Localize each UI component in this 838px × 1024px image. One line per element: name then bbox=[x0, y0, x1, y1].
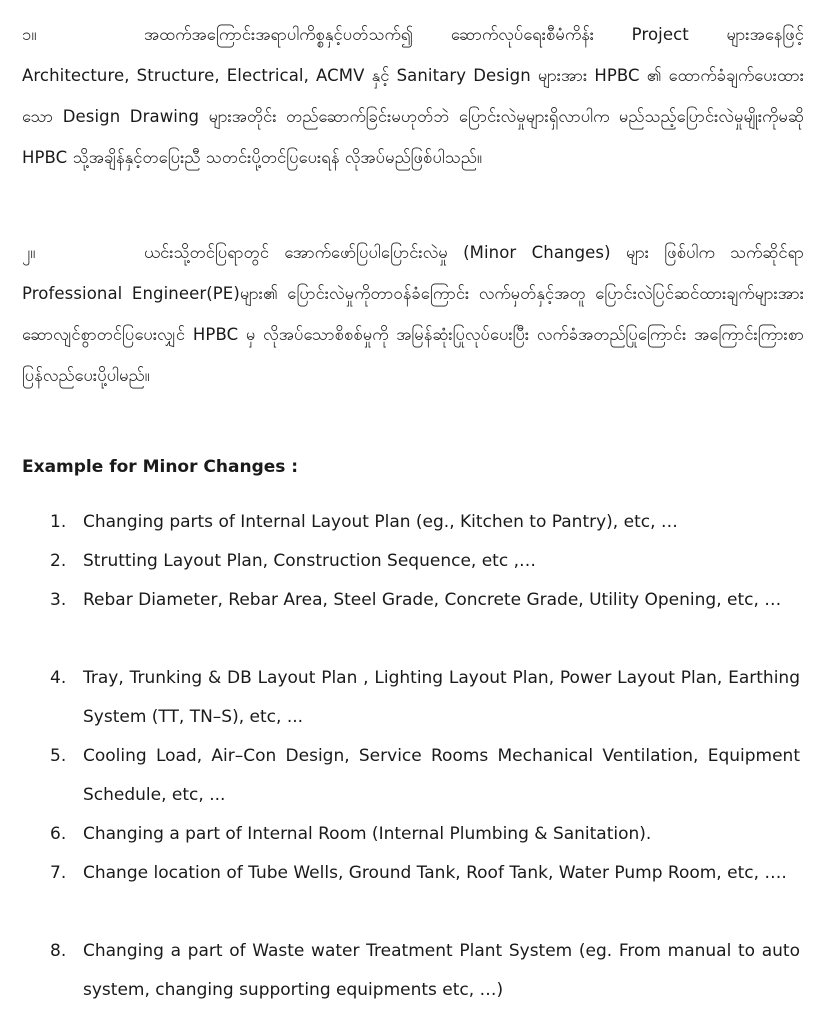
paragraph-number: ၂။ bbox=[22, 243, 36, 262]
list-item-text: Changing a part of Waste water Treatment Plant System (eg. From manual to auto system, changing supporting equipments etc, …) bbox=[83, 941, 800, 1000]
list-item-number: 2. bbox=[50, 551, 67, 571]
list-item bbox=[0, 815, 800, 854]
list-item-text: Strutting Layout Plan, Construction Sequence, etc ,… bbox=[83, 551, 536, 571]
list-item bbox=[0, 737, 800, 815]
paragraph-text: အထက်အကြောင်းအရာပါကိစ္စနှင့်ပတ်သက်၍ ဆောက်လုပ်ရေးစီမံကိန်း Project များအနေဖြင့် Architecture, Structure, Electrical, ACMV နှင့် Sanitary Design များအား HPBC ၏ ထောက်ခံချက်ပေးထားသော Design Drawing များအတိုင်း တည်ဆောက်ခြင်းမဟုတ်ဘဲ ပြောင်းလဲမှုများရှိလာပါက မည်သည့်ပြောင်းလဲမှုမျိုးကိုမဆို HPBC သို့အချိန်နှင့်တပြေးညီ သတင်းပို့တင်ပြပေးရန် လိုအပ်မည်ဖြစ်ပါသည်။ bbox=[22, 25, 804, 167]
section-heading: Example for Minor Changes : bbox=[22, 457, 299, 477]
list-item-number: 1. bbox=[50, 512, 67, 532]
list-item-number: 5. bbox=[50, 746, 67, 766]
list-item-number: 4. bbox=[50, 668, 67, 688]
list-item-number: 6. bbox=[50, 824, 67, 844]
list-item bbox=[0, 659, 800, 737]
paragraph-text: ယင်းသို့တင်ပြရာတွင် အောက်ဖော်ပြပါပြောင်းလဲမှု (Minor Changes) များ ဖြစ်ပါက သက်ဆိုင်ရာ Professional Engineer(PE)များ၏ ပြောင်းလဲမှုကိုတာဝန်ခံကြောင်း လက်မှတ်နှင့်အတူ ပြောင်းလဲပြင်ဆင်ထားချက်များအား ဆောလျင်စွာတင်ပြပေးလျှင် HPBC မှ လိုအပ်သောစိစစ်မှုကို အမြန်ဆုံးပြုလုပ်ပေးပြီး လက်ခံအတည်ပြုကြောင်း အကြောင်းကြားစာ ပြန်လည်ပေးပို့ပါမည်။ bbox=[22, 243, 804, 385]
list-item-text: Rebar Diameter, Rebar Area, Steel Grade, Concrete Grade, Utility Opening, etc, … bbox=[83, 590, 782, 610]
list-item-number: 8. bbox=[50, 941, 67, 961]
list-item-number: 3. bbox=[50, 590, 67, 610]
list-item bbox=[0, 932, 800, 1010]
list-item bbox=[0, 503, 800, 542]
list-item-text: Changing parts of Internal Layout Plan (eg., Kitchen to Pantry), etc, … bbox=[83, 512, 678, 532]
list-item-text: Change location of Tube Wells, Ground Tank, Roof Tank, Water Pump Room, etc, …. bbox=[83, 863, 787, 883]
list-item bbox=[0, 542, 800, 581]
paragraph-2 bbox=[22, 232, 804, 396]
list-item bbox=[0, 854, 800, 932]
list-item-text: Cooling Load, Air–Con Design, Service Rooms Mechanical Ventilation, Equipment Schedule, etc, ... bbox=[83, 746, 800, 805]
list-item-text: Changing a part of Internal Room (Internal Plumbing & Sanitation). bbox=[83, 824, 652, 844]
list-item-number: 7. bbox=[50, 863, 67, 883]
list-item bbox=[0, 581, 800, 659]
paragraph-1 bbox=[22, 14, 804, 178]
minor-changes-list bbox=[0, 503, 838, 1010]
list-item-text: Tray, Trunking & DB Layout Plan , Lighting Layout Plan, Power Layout Plan, Earthing System (TT, TN–S), etc, ... bbox=[83, 668, 800, 727]
paragraph-number: ၁။ bbox=[22, 25, 37, 44]
